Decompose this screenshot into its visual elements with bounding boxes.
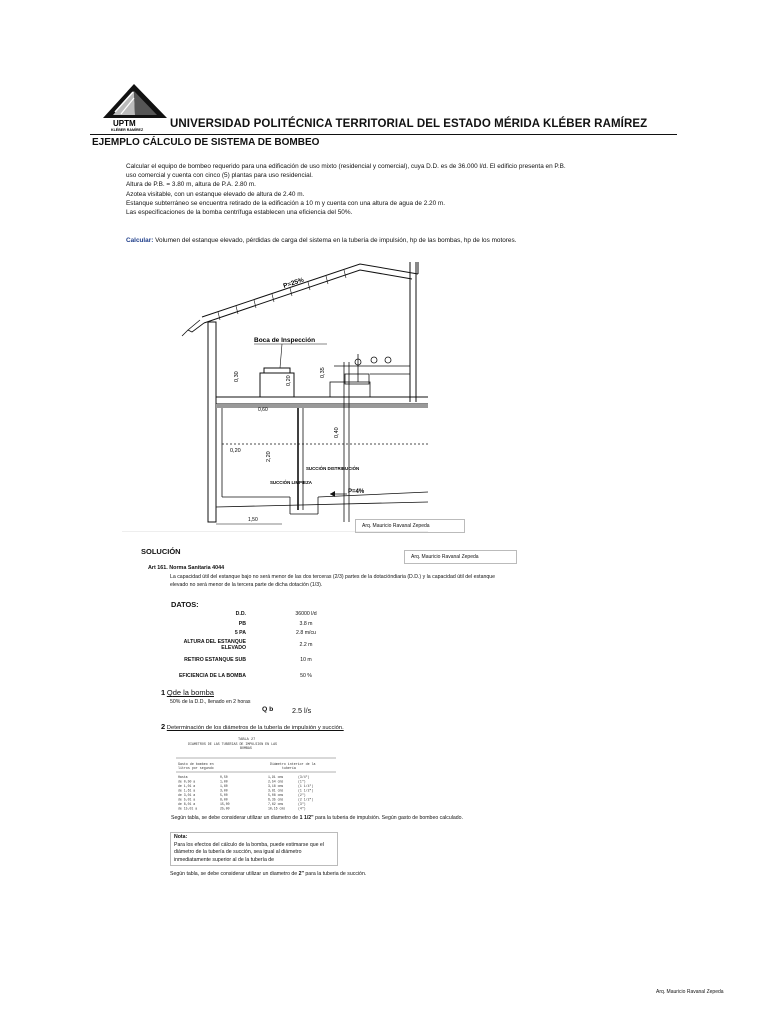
scan-cell: (2") bbox=[298, 793, 306, 797]
datos-row bbox=[168, 637, 348, 652]
step-1-label: de la bomba bbox=[172, 688, 214, 697]
scan-title: DIAMETROS DE LAS TUBERIAS DE IMPULSION EN LAS bbox=[188, 742, 278, 746]
dim-060: 0,60 bbox=[258, 407, 268, 413]
footer-credit: Arq. Mauricio Ravanal Zepeda bbox=[656, 989, 724, 995]
datos-value: 2.8 m/cu bbox=[296, 629, 316, 636]
succion-text-b: para la tuberia de succión. bbox=[303, 871, 367, 877]
uptm-logo bbox=[95, 82, 173, 132]
succion-diameter: 2" bbox=[298, 871, 304, 877]
scan-cell: (4") bbox=[298, 806, 306, 811]
scan-title-2: BOMBAS bbox=[240, 746, 252, 750]
dim-020-top: 0,20 bbox=[286, 375, 292, 386]
datos-value: 2.2 m bbox=[299, 641, 313, 648]
impulsion-conclusion bbox=[171, 815, 471, 823]
scan-cell: 5,00 bbox=[220, 793, 228, 797]
pump-system-drawing bbox=[122, 262, 428, 532]
datos-label: ALTURA DEL ESTANQUE ELEVADO bbox=[183, 638, 246, 651]
datos-row bbox=[168, 668, 348, 684]
datos-label: EFICIENCIA DE LA BOMBA bbox=[178, 673, 246, 679]
floor-slope-label: P=4% bbox=[348, 489, 365, 495]
scan-cell: de 8,01 a bbox=[178, 802, 196, 806]
succion-limpieza-label: SUCCIÓN LIMPIEZA bbox=[270, 480, 312, 485]
roof-slope-label: P=25% bbox=[282, 276, 305, 290]
datos-label: D.D. bbox=[235, 610, 246, 617]
datos-label: RETIRO ESTANQUE SUB bbox=[184, 657, 246, 663]
boca-label: Boca de Inspección bbox=[254, 337, 316, 344]
datos-row bbox=[168, 608, 348, 619]
scan-cell: de 3,01 a bbox=[178, 793, 196, 797]
scan-cell: de 1,01 a bbox=[178, 784, 196, 788]
scan-cell: (1 1/4") bbox=[298, 784, 314, 788]
intro-line: Estanque subterráneo se encuentra retirado de la edificación a 10 m y cuenta con una altura de agua de 2.20 m. bbox=[126, 199, 446, 207]
succion-conclusion bbox=[170, 871, 366, 877]
nota-text: Para los efectos del cálculo de la bomba, puede estimarse que el diámetro de la tubería de succión, sea igual al diámetro inmediatamente superior al de la tubería de bbox=[174, 841, 324, 863]
datos-value: 36000 l/d bbox=[295, 610, 317, 617]
scan-cell: 25,00 bbox=[220, 806, 230, 811]
article-heading: Art 161. Norma Sanitaria 4044 bbox=[148, 565, 225, 571]
scan-col-2b: tubería bbox=[282, 766, 296, 770]
scan-cell: 7,62 cms bbox=[268, 802, 284, 806]
impulsion-text-b: para la tuberia de impulsión. Según gasto de bombeo calculado. bbox=[313, 815, 464, 821]
dim-030: 0,30 bbox=[234, 371, 240, 382]
intro-line: Calcular el equipo de bombeo requerido para una edificación de uso mixto (residencial y comercial), cuya D.D. es de 36.000 l/d. El edificio presenta en P.B. bbox=[126, 163, 566, 170]
dim-040: 0,40 bbox=[334, 427, 340, 438]
datos-value: 3.8 m bbox=[299, 620, 313, 627]
university-title: UNIVERSIDAD POLITÉCNICA TERRITORIAL DEL ESTADO MÉRIDA KLÉBER RAMÍREZ bbox=[170, 118, 648, 130]
dim-035: 0,35 bbox=[320, 367, 326, 378]
succion-distribucion-label: SUCCIÓN DISTRIBUCIÓN bbox=[306, 466, 360, 471]
calcular-line bbox=[126, 237, 516, 244]
scan-cell: (2 1/2") bbox=[298, 797, 314, 802]
scan-cell: 3,81 cms bbox=[268, 788, 284, 793]
dim-020-wall: 0,20 bbox=[230, 448, 241, 454]
scan-cell: de 1,61 a bbox=[178, 788, 196, 793]
dim-150: 1,50 bbox=[248, 517, 258, 523]
intro-line: Altura de P.B. = 3.80 m, altura de P.A. 2.80 m. bbox=[126, 181, 256, 189]
datos-value: 10 m bbox=[300, 657, 312, 663]
scan-cell: 8,00 bbox=[220, 797, 228, 802]
nota-box bbox=[170, 832, 338, 866]
scan-cell: 3,18 cms bbox=[268, 784, 284, 788]
scan-col-1: Gasto de bombeo en bbox=[178, 762, 214, 766]
datos-heading: DATOS: bbox=[171, 600, 199, 609]
datos-value: 50 % bbox=[300, 673, 312, 679]
datos-row bbox=[168, 628, 348, 637]
step-2-label: Determinación de los diámetros de la tubería de impulsión y succión. bbox=[166, 725, 344, 731]
datos-label: 5 PA bbox=[234, 629, 246, 636]
step-1-number: 1 bbox=[161, 688, 166, 697]
step-1-text: 50% de la D.D., llenado en 2 horas bbox=[170, 699, 251, 705]
intro-line: uso comercial y cuenta con cinco (5) plantas para uso residencial. bbox=[126, 172, 313, 180]
scan-cell: 6,35 cms bbox=[268, 797, 284, 802]
step-2-number: 2 bbox=[161, 722, 166, 731]
calcular-label: Calcular: bbox=[126, 237, 154, 244]
article-text: La capacidad útil del estanque bajo no será menor de las dos terceras (2/3) partes de la dotacióndiaria (D.D.) y la capacidad útil del estanque elevado no será menor de la tercera parte de dicha dotación (1/3). bbox=[170, 574, 495, 588]
calcular-text: Volumen del estanque elevado, pérdidas de carga del sistema en la tubería de impulsión, hp de las bombas, hp de los motores. bbox=[153, 237, 517, 244]
drawing-credit: Arq. Mauricio Ravanal Zepeda bbox=[355, 519, 465, 533]
logo-subtext: KLÉBER RAMÍREZ bbox=[111, 128, 144, 132]
scan-cell: 1,91 cms bbox=[268, 775, 284, 779]
intro-line: Azotea visitable, con un estanque elevado de altura de 2.40 m. bbox=[126, 190, 305, 198]
scan-cell: de 15,01 a bbox=[178, 806, 198, 811]
solution-credit: Arq. Mauricio Ravanal Zepeda bbox=[404, 550, 517, 564]
scan-cell: 15,00 bbox=[220, 802, 230, 806]
scan-cell: (3/4") bbox=[298, 775, 310, 779]
qb-value: 2.5 l/s bbox=[292, 706, 312, 715]
example-title: EJEMPLO CÁLCULO DE SISTEMA DE BOMBEO bbox=[92, 137, 320, 148]
logo-text: UPTM bbox=[113, 119, 136, 128]
scan-cell: 10,16 cms bbox=[268, 806, 286, 811]
dim-220: 2,20 bbox=[266, 451, 272, 462]
scan-cell: (1 1/2") bbox=[298, 788, 314, 793]
qb-label: Q b bbox=[262, 706, 274, 713]
step-2-heading bbox=[161, 722, 344, 731]
scan-cell: 1,00 bbox=[220, 779, 228, 784]
impulsion-diameter: 1 1/2" bbox=[299, 815, 314, 821]
datos-row bbox=[168, 652, 348, 668]
title-rule bbox=[90, 134, 677, 135]
succion-text-a: Según tabla, se debe considerar utilizar un diametro de bbox=[170, 871, 299, 877]
solution-heading: SOLUCIÓN bbox=[141, 547, 181, 556]
scan-cell: de 5,01 a bbox=[178, 797, 196, 802]
problem-statement bbox=[126, 162, 671, 217]
scan-cell: 5,08 cms bbox=[268, 793, 284, 797]
nota-title: Nota: bbox=[174, 834, 188, 840]
scan-col-2: Diámetro interior de la bbox=[270, 762, 316, 766]
impulsion-text-a: Según tabla, se debe considerar utilizar un diametro de bbox=[171, 815, 300, 821]
step-1-heading bbox=[161, 688, 214, 697]
scan-tabla-label: TABLA 27 bbox=[238, 738, 256, 742]
datos-row bbox=[168, 619, 348, 628]
intro-line: Las especificaciones de la bomba centrífuga establecen una eficiencia del 50%. bbox=[126, 209, 353, 217]
datos-label: PB bbox=[238, 620, 246, 627]
scan-cell: (3") bbox=[298, 802, 306, 806]
scan-cell: de 0,50 a bbox=[178, 779, 196, 784]
step-1-q: Q bbox=[166, 688, 173, 697]
scan-cell: 3,00 bbox=[220, 788, 228, 793]
scan-cell: (1") bbox=[298, 779, 306, 784]
scan-col-1b: litros por segundo bbox=[178, 766, 214, 770]
scan-cell: Hasta bbox=[178, 775, 188, 779]
scan-cell: 0,50 bbox=[220, 775, 228, 779]
scan-cell: 1,60 bbox=[220, 784, 228, 788]
scan-cell: 2,54 cms bbox=[268, 779, 284, 784]
datos-table bbox=[168, 608, 348, 684]
tabla-27-scan bbox=[170, 734, 340, 814]
